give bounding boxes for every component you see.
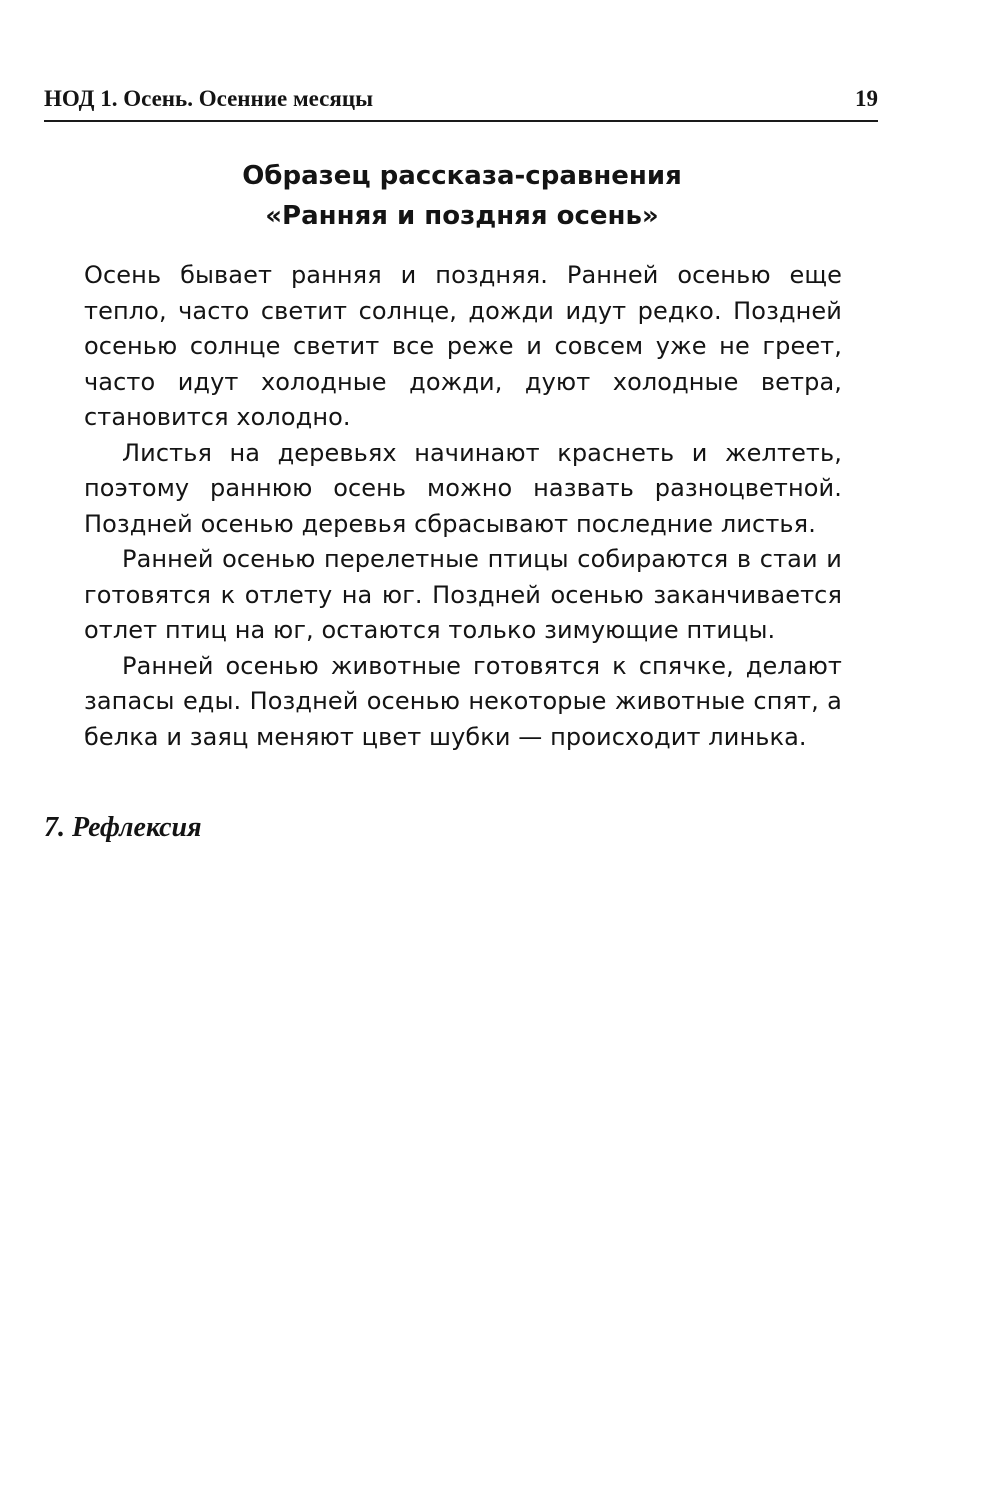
paragraph-2: Листья на деревьях начинают краснеть и желтеть, поэтому раннюю осень можно назвать разноцветной. Поздней осенью деревья сбрасывают последние листья. xyxy=(84,438,842,538)
story-body xyxy=(84,258,842,755)
section-heading: 7. Рефлексия xyxy=(44,812,202,843)
story-title-line-2: «Ранняя и поздняя осень» xyxy=(265,201,659,231)
page-number: 19 xyxy=(855,86,878,111)
story-title-line-1: Образец рассказа-сравнения xyxy=(242,161,682,191)
running-header xyxy=(44,84,878,122)
paragraph-4: Ранней осенью животные готовятся к спячке, делают запасы еды. Поздней осенью некоторые животные спят, а белка и заяц меняют цвет шубки — происходит линька. xyxy=(84,651,842,751)
running-title: НОД 1. Осень. Осенние месяцы xyxy=(44,86,374,111)
story-title xyxy=(84,156,840,236)
paragraph-3: Ранней осенью перелетные птицы собираются в стаи и готовятся к отлету на юг. Поздней осенью заканчивается отлет птиц на юг, остаются только зимующие птицы. xyxy=(84,545,842,644)
paragraph-1: Осень бывает ранняя и поздняя. Ранней осенью еще тепло, часто светит солнце, дожди идут редко. Поздней осенью солнце светит все реже и совсем уже не греет, часто идут холодные дожди, дуют холодные ветра, становится холодно. xyxy=(84,261,842,431)
